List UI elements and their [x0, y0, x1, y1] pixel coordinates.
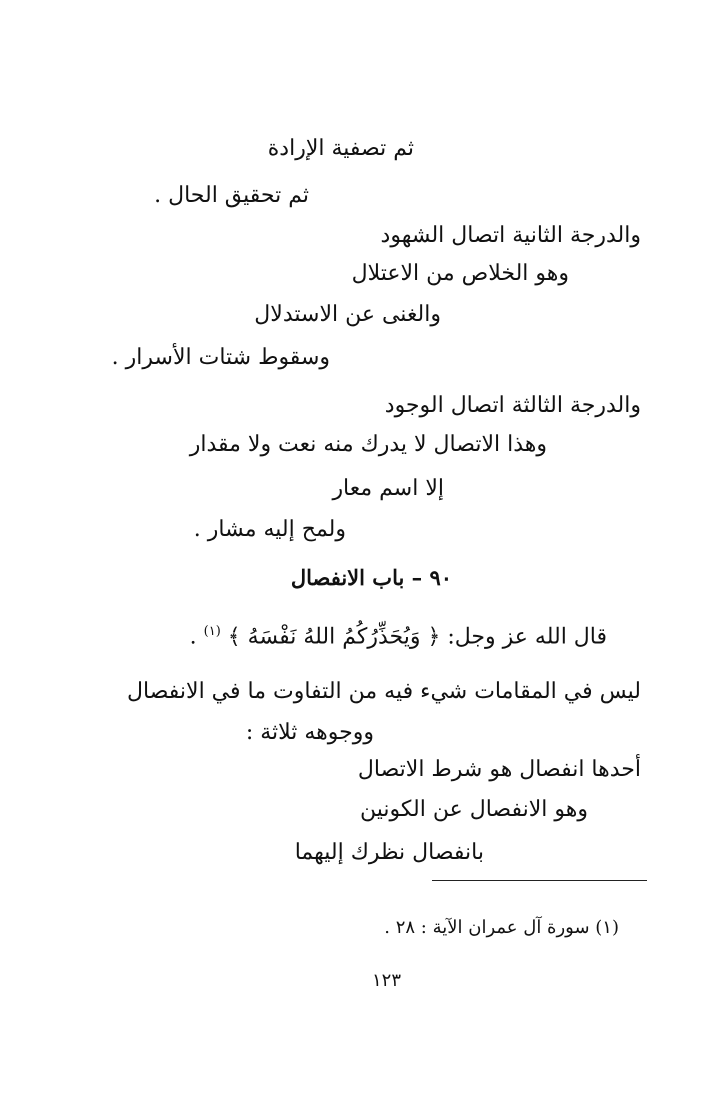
footnote-text: (١) سورة آل عمران الآية : ٢٨ . — [384, 917, 619, 938]
page-number: ١٢٣ — [371, 970, 401, 991]
text-line-4: وهو الخلاص من الاعتلال — [351, 261, 569, 286]
text-line-2: ثم تحقيق الحال . — [154, 183, 309, 208]
quran-quote-line — [190, 617, 607, 652]
text-line-12: ووجوهه ثلاثة : — [245, 720, 374, 745]
text-line-7: والدرجة الثالثة اتصال الوجود — [384, 393, 641, 418]
text-line-3: والدرجة الثانية اتصال الشهود — [380, 223, 641, 248]
text-line-8: وهذا الاتصال لا يدرك منه نعت ولا مقدار — [189, 432, 547, 457]
quote-end: . — [189, 624, 197, 650]
footnote-divider — [432, 880, 647, 881]
footnote-marker: (١) — [203, 624, 221, 639]
quote-intro: قال الله عز وجل: — [447, 624, 607, 650]
text-line-13: أحدها انفصال هو شرط الاتصال — [357, 757, 641, 782]
text-line-15: بانفصال نظرك إليهما — [294, 840, 484, 865]
text-line-5: والغنى عن الاستدلال — [254, 302, 441, 327]
text-line-11: ليس في المقامات شيء فيه من التفاوت ما في الانفصال — [127, 679, 641, 704]
text-line-9: إلا اسم معار — [332, 476, 444, 501]
text-line-6: وسقوط شتات الأسرار . — [111, 345, 330, 370]
text-line-10: ولمح إليه مشار . — [193, 517, 346, 542]
quran-verse: ﴿ وَيُحَذِّرُكُمُ اللهُ نَفْسَهُ ﴾ — [227, 624, 441, 650]
text-line-1: ثم تصفية الإرادة — [267, 136, 414, 161]
text-line-14: وهو الانفصال عن الكونين — [360, 797, 588, 822]
chapter-heading: ٩٠ – باب الانفصال — [290, 565, 452, 590]
